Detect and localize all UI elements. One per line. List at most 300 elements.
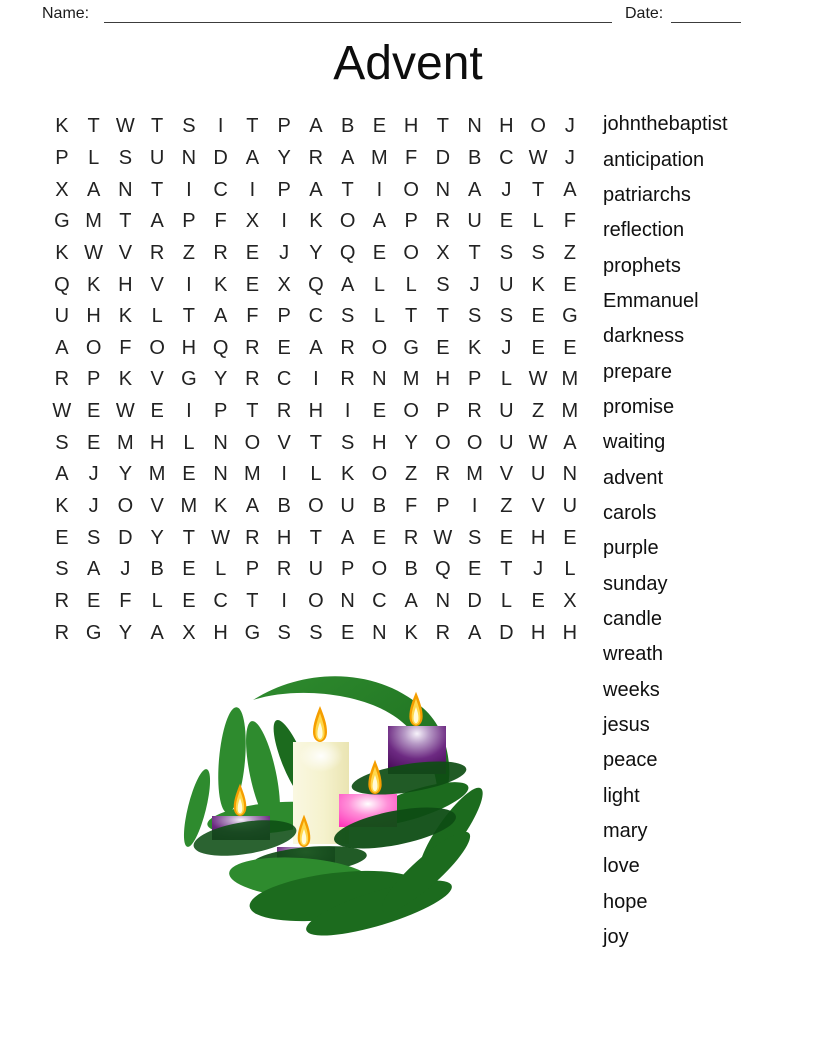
grid-letter-r11c3: M — [117, 431, 134, 454]
grid-letter-r6c12: L — [405, 273, 417, 296]
grid-letter-r13c14: I — [471, 495, 478, 517]
grid-letter-r10c13: P — [436, 400, 450, 423]
grid-letter-r8c14: K — [467, 336, 482, 359]
grid-letter-r6c17: E — [563, 273, 577, 296]
grid-letter-r2c3: S — [118, 146, 133, 169]
grid-letter-r16c8: I — [281, 589, 287, 612]
grid-letter-r3c17: A — [563, 178, 577, 201]
grid-letter-r1c15: H — [499, 115, 514, 138]
grid-letter-r9c16: W — [528, 368, 548, 391]
grid-letter-r1c3: W — [115, 115, 135, 138]
grid-letter-r13c9: O — [308, 495, 324, 517]
grid-letter-r17c5: X — [182, 621, 196, 644]
grid-letter-r10c6: P — [213, 400, 228, 423]
grid-letter-r15c11: O — [371, 558, 388, 581]
grid-letter-r12c1: A — [55, 463, 69, 486]
grid-letter-r2c12: F — [405, 146, 418, 169]
grid-letter-r2c5: N — [181, 146, 197, 169]
grid-letter-r2c7: A — [245, 146, 260, 169]
grid-letter-r1c1: K — [55, 115, 69, 138]
grid-letter-r9c8: C — [276, 368, 292, 391]
grid-letter-r7c7: F — [246, 305, 259, 328]
grid-letter-r11c2: E — [86, 431, 101, 454]
grid-letter-r9c4: V — [150, 368, 164, 391]
grid-letter-r15c2: A — [86, 558, 101, 581]
word-list-item: prepare — [603, 360, 672, 383]
grid-letter-r5c9: Y — [309, 241, 323, 264]
grid-letter-r1c2: T — [87, 115, 100, 138]
grid-letter-r3c12: O — [403, 178, 419, 201]
grid-letter-r17c8: S — [277, 621, 291, 644]
grid-letter-r3c3: N — [118, 178, 133, 201]
grid-letter-r9c3: K — [118, 368, 133, 391]
grid-letter-r4c12: P — [404, 210, 418, 233]
grid-letter-r7c16: E — [531, 305, 545, 328]
grid-letter-r7c14: S — [467, 305, 482, 328]
word-list-item: peace — [603, 749, 658, 772]
grid-letter-r13c4: V — [150, 495, 164, 517]
grid-letter-r14c7: R — [245, 526, 260, 549]
grid-letter-r14c5: T — [182, 526, 195, 549]
word-list-item: darkness — [603, 325, 685, 348]
grid-letter-r11c5: L — [183, 431, 195, 454]
grid-letter-r16c15: L — [500, 589, 512, 612]
word-list-item: jesus — [603, 714, 650, 737]
grid-letter-r15c6: L — [215, 558, 227, 581]
grid-letter-r11c13: O — [435, 431, 451, 454]
word-list-item: joy — [603, 926, 629, 949]
grid-letter-r17c4: A — [150, 621, 164, 644]
grid-letter-r1c16: O — [530, 115, 546, 138]
grid-letter-r6c6: K — [213, 273, 228, 296]
grid-letter-r4c1: G — [54, 210, 70, 233]
grid-letter-r4c13: R — [435, 210, 451, 233]
grid-letter-r13c5: M — [180, 495, 198, 517]
grid-letter-r15c13: Q — [435, 558, 451, 581]
grid-letter-r10c2: E — [86, 400, 101, 423]
grid-letter-r1c4: T — [151, 115, 164, 138]
grid-letter-r1c11: E — [372, 115, 387, 138]
grid-letter-r11c17: A — [563, 431, 577, 454]
grid-letter-r8c1: A — [55, 336, 69, 359]
grid-letter-r12c17: N — [562, 463, 578, 486]
grid-letter-r9c15: L — [500, 368, 512, 391]
grid-letter-r3c16: T — [532, 178, 545, 201]
grid-letter-r9c2: P — [86, 368, 101, 391]
grid-letter-r13c13: P — [436, 495, 450, 517]
grid-letter-r5c12: O — [403, 241, 419, 264]
grid-letter-r14c17: E — [563, 526, 577, 549]
grid-letter-r5c10: Q — [339, 241, 356, 264]
grid-letter-r6c2: K — [86, 273, 101, 296]
grid-letter-r8c12: G — [403, 336, 419, 359]
grid-letter-r11c14: O — [466, 431, 483, 454]
grid-letter-r16c10: N — [340, 589, 355, 612]
grid-letter-r9c11: N — [372, 368, 387, 391]
grid-letter-r1c14: N — [467, 115, 482, 138]
grid-letter-r10c8: R — [276, 400, 292, 423]
word-search-grid — [46, 111, 586, 649]
grid-letter-r6c1: Q — [54, 273, 70, 296]
grid-letter-r7c12: T — [405, 305, 418, 328]
grid-letter-r1c9: A — [309, 115, 323, 138]
grid-letter-r8c16: E — [531, 336, 545, 359]
grid-letter-r16c9: O — [308, 589, 324, 612]
word-list-item: carols — [603, 501, 657, 524]
grid-letter-r7c17: G — [562, 305, 578, 328]
grid-letter-r15c4: B — [150, 558, 164, 581]
grid-letter-r2c17: J — [564, 146, 575, 169]
grid-letter-r7c4: L — [151, 305, 163, 328]
grid-letter-r14c8: H — [276, 526, 292, 549]
grid-letter-r3c2: A — [86, 178, 101, 201]
grid-letter-r13c11: B — [372, 495, 387, 517]
grid-letter-r10c9: H — [308, 400, 324, 423]
grid-letter-r8c2: O — [85, 336, 102, 359]
word-list-item: anticipation — [603, 148, 705, 171]
grid-letter-r12c10: K — [340, 463, 355, 486]
grid-letter-r6c7: E — [245, 273, 260, 296]
grid-letter-r17c3: Y — [118, 621, 133, 644]
grid-letter-r4c4: A — [150, 210, 164, 233]
grid-letter-r14c13: W — [433, 526, 453, 549]
word-list-item: candle — [603, 607, 662, 630]
grid-letter-r12c8: I — [281, 463, 287, 486]
grid-letter-r10c5: I — [186, 400, 192, 423]
grid-letter-r17c1: R — [54, 621, 70, 644]
grid-letter-r6c16: K — [531, 273, 545, 296]
grid-letter-r7c3: K — [118, 305, 133, 328]
word-list-item: wreath — [603, 643, 664, 666]
grid-letter-r4c14: U — [467, 210, 482, 233]
grid-letter-r5c7: E — [245, 241, 260, 264]
grid-letter-r16c4: L — [151, 589, 163, 612]
grid-letter-r3c7: I — [249, 178, 256, 201]
grid-letter-r15c12: B — [404, 558, 418, 581]
grid-letter-r8c10: R — [340, 336, 355, 359]
grid-letter-r13c16: V — [531, 495, 545, 517]
grid-letter-r14c6: W — [211, 526, 231, 549]
grid-letter-r1c17: J — [564, 115, 575, 138]
grid-letter-r10c1: W — [52, 400, 72, 423]
grid-letter-r1c10: B — [340, 115, 355, 138]
grid-letter-r8c13: E — [436, 336, 450, 359]
grid-letter-r11c16: W — [528, 431, 548, 454]
grid-letter-r17c17: H — [562, 621, 578, 644]
grid-letter-r11c1: S — [55, 431, 69, 454]
grid-letter-r14c4: Y — [150, 526, 164, 549]
grid-letter-r11c6: N — [213, 431, 228, 454]
grid-letter-r9c5: G — [181, 368, 197, 391]
grid-letter-r14c10: A — [340, 526, 355, 549]
grid-letter-r11c9: T — [309, 431, 322, 454]
grid-letter-r17c16: H — [530, 621, 546, 644]
grid-letter-r3c9: A — [309, 178, 323, 201]
grid-letter-r12c2: J — [88, 463, 99, 486]
grid-letter-r4c3: T — [119, 210, 132, 233]
grid-letter-r5c11: E — [372, 241, 387, 264]
grid-letter-r11c4: H — [149, 431, 165, 454]
grid-letter-r4c16: L — [532, 210, 544, 233]
grid-letter-r9c17: M — [561, 368, 579, 391]
grid-letter-r15c7: P — [245, 558, 260, 581]
name-blank-line — [104, 2, 612, 23]
grid-letter-r4c11: A — [372, 210, 387, 233]
grid-letter-r2c6: D — [213, 146, 228, 169]
grid-letter-r10c4: E — [150, 400, 164, 423]
grid-letter-r14c9: T — [309, 526, 322, 549]
grid-letter-r7c1: U — [54, 305, 70, 328]
grid-letter-r13c15: Z — [500, 495, 513, 517]
grid-letter-r8c17: E — [563, 336, 577, 359]
grid-letter-r10c15: U — [499, 400, 514, 423]
name-label: Name: — [42, 5, 90, 22]
grid-letter-r7c5: T — [182, 305, 195, 328]
grid-letter-r17c10: E — [340, 621, 355, 644]
grid-letter-r2c10: A — [340, 146, 355, 169]
cream-candle-glow — [299, 740, 343, 772]
grid-letter-r14c12: R — [403, 526, 419, 549]
grid-letter-r12c7: M — [244, 463, 261, 486]
grid-letter-r12c16: U — [530, 463, 546, 486]
word-list-item: mary — [603, 820, 648, 843]
grid-letter-r2c11: M — [371, 146, 388, 169]
grid-letter-r5c14: T — [468, 241, 481, 264]
grid-letter-r4c5: P — [182, 210, 196, 233]
grid-letter-r6c5: I — [186, 273, 192, 296]
grid-letter-r5c15: S — [499, 241, 514, 264]
grid-letter-r16c16: E — [531, 589, 545, 612]
word-list-item: reflection — [603, 219, 685, 242]
grid-letter-r17c15: D — [499, 621, 514, 644]
grid-letter-r4c15: E — [499, 210, 514, 233]
grid-letter-r15c10: P — [340, 558, 355, 581]
grid-letter-r11c15: U — [499, 431, 514, 454]
grid-letter-r12c4: M — [148, 463, 166, 486]
grid-letter-r17c2: G — [85, 621, 102, 644]
grid-letter-r15c5: E — [182, 558, 196, 581]
grid-letter-r1c5: S — [182, 115, 196, 138]
grid-letter-r4c2: M — [85, 210, 102, 233]
grid-letter-r16c3: F — [119, 589, 132, 612]
grid-letter-r2c16: W — [528, 146, 548, 169]
grid-letter-r16c6: C — [213, 589, 228, 612]
grid-letter-r16c5: E — [182, 589, 196, 612]
word-list-item: johnthebaptist — [603, 113, 728, 136]
grid-letter-r10c16: Z — [532, 400, 545, 423]
grid-letter-r2c4: U — [149, 146, 165, 169]
grid-letter-r13c10: U — [340, 495, 355, 517]
grid-letter-r12c14: M — [466, 463, 483, 486]
word-list-item: Emmanuel — [603, 289, 699, 312]
grid-letter-r8c11: O — [371, 336, 388, 359]
grid-letter-r10c7: T — [246, 400, 259, 423]
grid-letter-r16c1: R — [54, 589, 70, 612]
grid-letter-r8c8: E — [277, 336, 291, 359]
grid-letter-r16c11: C — [372, 589, 387, 612]
grid-letter-r3c11: I — [376, 178, 383, 201]
grid-letter-r7c8: P — [277, 305, 291, 328]
grid-letter-r8c7: R — [245, 336, 260, 359]
grid-letter-r2c9: R — [308, 146, 324, 169]
word-list-item: weeks — [603, 678, 660, 701]
word-list-item: prophets — [603, 254, 681, 277]
word-list-item: sunday — [603, 572, 668, 595]
word-list — [603, 107, 728, 955]
grid-letter-r13c3: O — [117, 495, 134, 517]
word-list-item: waiting — [603, 431, 666, 454]
grid-letter-r14c1: E — [55, 526, 69, 549]
word-list-item: love — [603, 855, 640, 878]
grid-letter-r9c6: Y — [213, 368, 228, 391]
grid-letter-r1c13: T — [436, 115, 449, 138]
grid-letter-r5c17: Z — [563, 241, 576, 264]
grid-letter-r1c7: T — [246, 115, 259, 138]
grid-letter-r6c15: U — [499, 273, 514, 296]
grid-letter-r15c14: E — [467, 558, 482, 581]
grid-letter-r5c16: S — [531, 241, 545, 264]
grid-letter-r5c13: X — [436, 241, 450, 264]
grid-letter-r16c14: D — [467, 589, 482, 612]
grid-letter-r11c7: O — [244, 431, 261, 454]
grid-letter-r13c17: U — [562, 495, 578, 517]
grid-letter-r6c8: X — [277, 273, 291, 296]
grid-letter-r11c12: Y — [404, 431, 418, 454]
grid-letter-r1c6: I — [217, 115, 224, 138]
grid-letter-r17c14: A — [467, 621, 482, 644]
grid-letter-r12c12: Z — [405, 463, 418, 486]
grid-letter-r8c3: F — [119, 336, 132, 359]
grid-letter-r13c2: J — [88, 495, 99, 517]
advent-wreath-illustration — [183, 666, 483, 960]
grid-letter-r14c2: S — [86, 526, 101, 549]
grid-letter-r2c2: L — [88, 146, 100, 169]
grid-letter-r3c8: P — [277, 178, 291, 201]
grid-letter-r9c10: R — [340, 368, 355, 391]
grid-letter-r15c17: L — [564, 558, 576, 581]
grid-letter-r9c12: M — [402, 368, 420, 391]
grid-letter-r9c13: H — [435, 368, 451, 391]
grid-letter-r10c3: W — [115, 400, 135, 423]
word-list-item: purple — [603, 537, 659, 560]
grid-letter-r17c13: R — [435, 621, 451, 644]
grid-letter-r12c11: O — [371, 463, 388, 486]
grid-letter-r5c6: R — [213, 241, 228, 264]
grid-letter-r6c13: S — [436, 273, 450, 296]
grid-letter-r12c13: R — [435, 463, 451, 486]
grid-letter-r10c14: R — [467, 400, 482, 423]
grid-letter-r6c4: V — [150, 273, 164, 296]
grid-letter-r12c5: E — [182, 463, 196, 486]
grid-letter-r5c8: J — [279, 241, 290, 264]
grid-letter-r14c16: H — [530, 526, 546, 549]
grid-letter-r10c11: E — [372, 400, 387, 423]
grid-letter-r9c1: R — [54, 368, 70, 391]
grid-letter-r13c7: A — [245, 495, 260, 517]
grid-letter-r16c2: E — [86, 589, 101, 612]
grid-letter-r3c14: A — [467, 178, 482, 201]
grid-letter-r6c9: Q — [308, 273, 324, 296]
grid-letter-r11c8: V — [277, 431, 291, 454]
word-list-item: hope — [603, 890, 648, 913]
puzzle-title: Advent — [333, 37, 483, 90]
grid-letter-r1c12: H — [403, 115, 419, 138]
grid-letter-r3c4: T — [151, 178, 164, 201]
grid-letter-r7c15: S — [499, 305, 514, 328]
grid-letter-r3c10: T — [341, 178, 354, 201]
grid-letter-r7c11: L — [373, 305, 385, 328]
grid-letter-r12c15: V — [499, 463, 514, 486]
grid-letter-r4c17: F — [563, 210, 576, 233]
word-list-item: advent — [603, 466, 664, 489]
grid-letter-r14c11: E — [372, 526, 387, 549]
grid-letter-r8c9: A — [309, 336, 323, 359]
word-list-item: patriarchs — [603, 183, 691, 206]
grid-letter-r6c10: A — [340, 273, 355, 296]
grid-letter-r7c6: A — [213, 305, 228, 328]
grid-letter-r15c3: J — [120, 558, 131, 581]
grid-letter-r9c14: P — [467, 368, 482, 391]
grid-letter-r4c7: X — [245, 210, 260, 233]
grid-letter-r4c10: O — [339, 210, 356, 233]
grid-letter-r13c6: K — [213, 495, 228, 517]
grid-letter-r3c15: J — [501, 178, 512, 201]
grid-letter-r2c15: C — [499, 146, 514, 169]
grid-letter-r11c11: H — [372, 431, 387, 454]
grid-letter-r2c14: B — [467, 146, 482, 169]
grid-letter-r15c16: J — [533, 558, 544, 581]
grid-letter-r12c3: Y — [118, 463, 133, 486]
grid-letter-r7c9: C — [308, 305, 324, 328]
grid-letter-r15c8: R — [276, 558, 292, 581]
grid-letter-r2c1: P — [55, 146, 69, 169]
grid-letter-r6c3: H — [118, 273, 133, 296]
grid-letter-r13c12: F — [405, 495, 418, 517]
grid-letter-r15c15: T — [500, 558, 513, 581]
grid-letter-r10c17: M — [561, 400, 579, 423]
grid-letter-r4c6: F — [214, 210, 227, 233]
grid-letter-r6c14: J — [469, 273, 480, 296]
grid-letter-r11c10: S — [340, 431, 355, 454]
grid-letter-r17c9: S — [309, 621, 323, 644]
grid-letter-r16c17: X — [563, 589, 577, 612]
grid-letter-r14c14: S — [467, 526, 482, 549]
grid-letter-r5c4: R — [149, 241, 165, 264]
word-list-item: light — [603, 784, 640, 807]
grid-letter-r9c9: I — [313, 368, 319, 391]
grid-letter-r8c15: J — [501, 336, 512, 359]
grid-letter-r15c9: U — [308, 558, 324, 581]
grid-letter-r15c1: S — [55, 558, 69, 581]
grid-letter-r5c3: V — [118, 241, 133, 264]
grid-letter-r3c6: C — [213, 178, 228, 201]
grid-letter-r12c9: L — [310, 463, 322, 486]
grid-letter-r10c10: I — [344, 400, 351, 423]
grid-letter-r5c2: W — [84, 241, 104, 264]
date-label: Date: — [625, 5, 664, 22]
grid-letter-r1c8: P — [277, 115, 291, 138]
grid-letter-r3c5: I — [186, 178, 192, 201]
grid-letter-r5c1: K — [55, 241, 69, 264]
grid-letter-r13c1: K — [55, 495, 69, 517]
grid-letter-r14c15: E — [499, 526, 514, 549]
grid-letter-r7c10: S — [340, 305, 355, 328]
grid-letter-r10c12: O — [403, 400, 419, 423]
grid-letter-r7c13: T — [436, 305, 449, 328]
grid-letter-r7c2: H — [86, 305, 101, 328]
word-list-item: promise — [603, 395, 675, 418]
grid-letter-r8c6: Q — [212, 336, 229, 359]
